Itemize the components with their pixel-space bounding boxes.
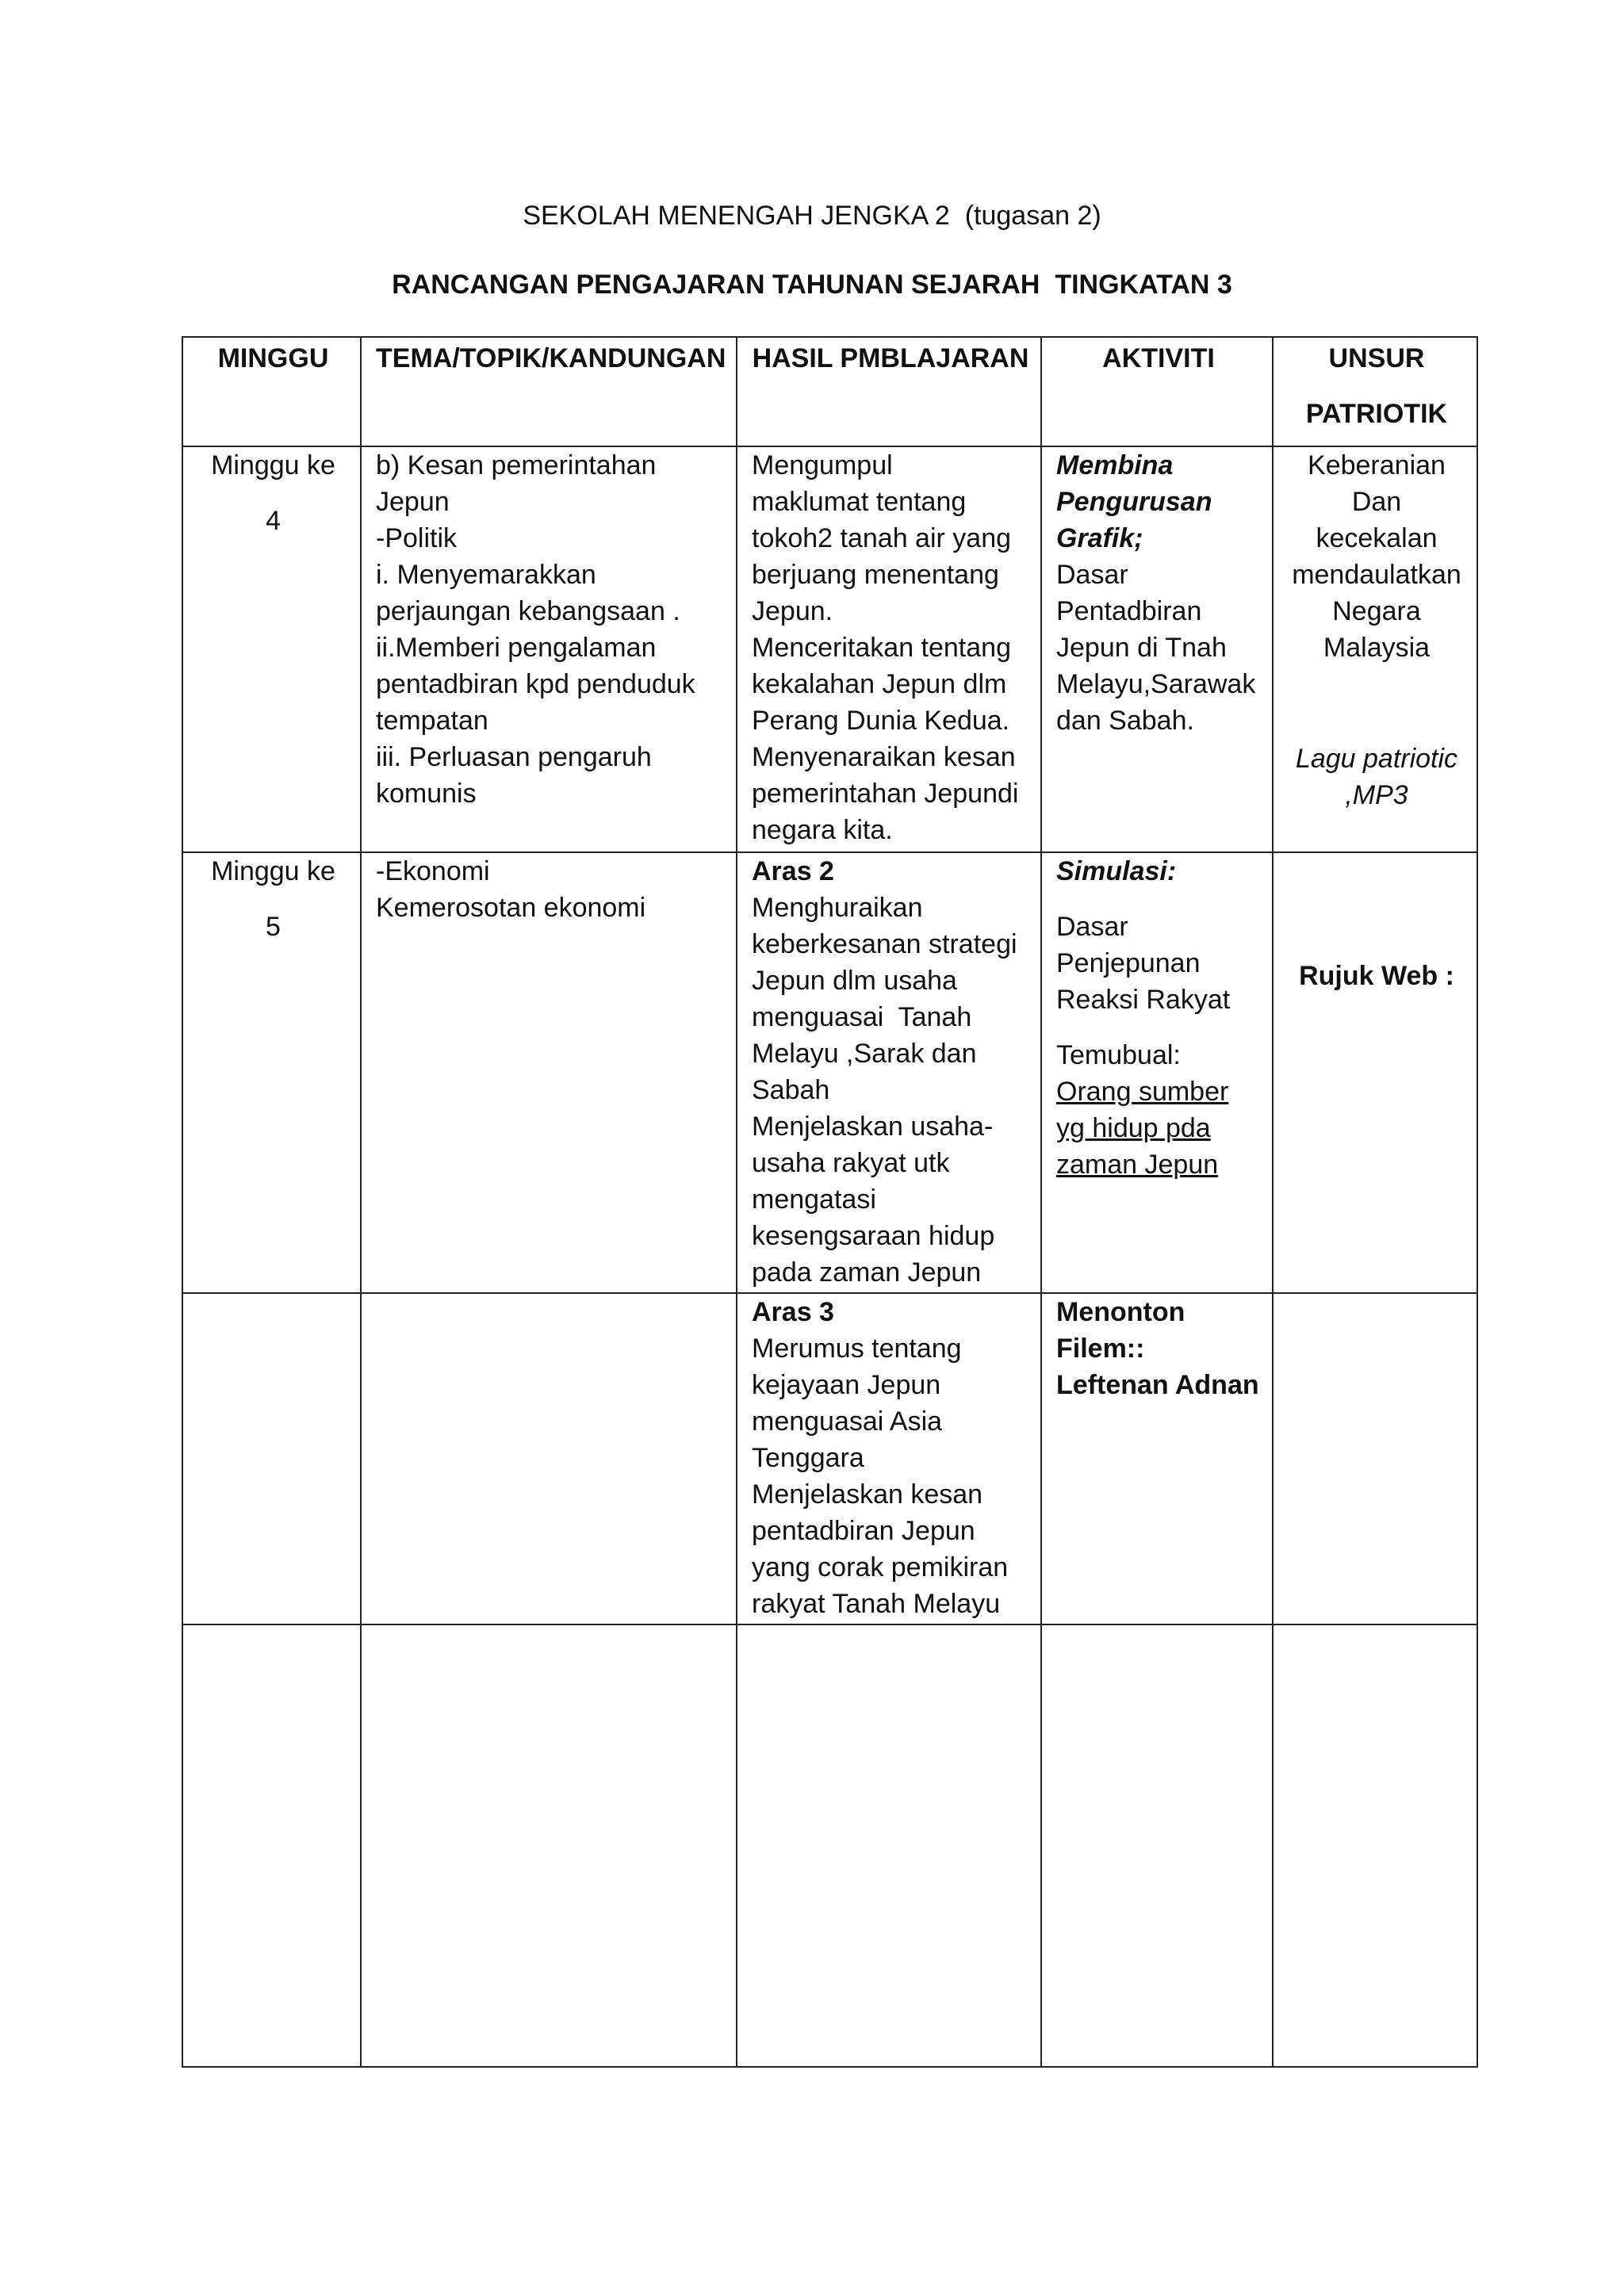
cell-tema <box>361 446 737 852</box>
tema-line: Kemerosotan ekonomi <box>376 893 646 923</box>
hasil-line: Perang Dunia Kedua. <box>752 706 1010 736</box>
tema-line: i. Menyemarakkan <box>376 560 596 590</box>
hasil-line: berjuang menentang <box>752 560 999 590</box>
hasil-line: Mengumpul <box>752 450 893 480</box>
aktiviti-line: Melayu,Sarawak <box>1056 669 1256 699</box>
hasil-line: usaha rakyat utk <box>752 1148 950 1178</box>
week-label: Minggu ke <box>211 450 335 480</box>
aktiviti-line: dan Sabah. <box>1056 706 1194 736</box>
header-minggu: MINGGU <box>182 337 361 446</box>
header-hasil: HASIL PMBLAJARAN <box>737 337 1041 446</box>
hasil-line: Melayu ,Sarak dan <box>752 1039 977 1069</box>
hasil-line: Menceritakan tentang <box>752 633 1011 663</box>
aktiviti-link[interactable]: zaman Jepun <box>1056 1150 1219 1180</box>
aktiviti-line: Leftenan Adnan <box>1056 1370 1259 1400</box>
aktiviti-heading: Simulasi: <box>1056 856 1177 886</box>
cell-minggu <box>182 1624 361 2067</box>
unsur-line: mendaulatkan <box>1292 560 1461 590</box>
week-number: 4 <box>266 506 281 536</box>
hasil-line: kesengsaraan hidup <box>752 1221 995 1251</box>
cell-hasil <box>737 852 1041 1293</box>
aktiviti-line: Menonton <box>1056 1297 1185 1327</box>
tema-line: komunis <box>376 779 477 809</box>
table-row-empty <box>182 1624 1477 2067</box>
aktiviti-line: Dasar <box>1056 560 1128 590</box>
hasil-line: mengatasi <box>752 1184 876 1215</box>
hasil-line: Menjelaskan kesan <box>752 1479 983 1510</box>
hasil-line: Sabah <box>752 1075 830 1105</box>
table-row-minggu-4 <box>182 446 1477 852</box>
aktiviti-link[interactable]: yg hidup pda <box>1056 1113 1211 1143</box>
hasil-line: Merumus tentang <box>752 1334 962 1364</box>
unsur-note: ,MP3 <box>1345 780 1408 810</box>
header-aktiviti: AKTIVITI <box>1041 337 1273 446</box>
hasil-line: pentadbiran Jepun <box>752 1516 975 1546</box>
cell-hasil <box>737 446 1041 852</box>
cell-unsur <box>1273 852 1477 1293</box>
unsur-line: Keberanian <box>1308 450 1446 480</box>
tema-line: tempatan <box>376 706 488 736</box>
school-line: SEKOLAH MENENGAH JENGKA 2 (tugasan 2) <box>523 201 1101 231</box>
header-unsur-line-1: UNSUR <box>1328 343 1425 373</box>
header-unsur-line-2: PATRIOTIK <box>1305 399 1448 429</box>
aktiviti-heading: Grafik; <box>1056 523 1143 553</box>
aktiviti-line: Filem:: <box>1056 1334 1145 1364</box>
cell-tema <box>361 1624 737 2067</box>
aktiviti-heading: Pengurusan <box>1056 487 1212 517</box>
cell-minggu <box>182 1293 361 1624</box>
cell-tema <box>361 1293 737 1624</box>
hasil-heading: Aras 3 <box>752 1297 834 1327</box>
header-unsur <box>1273 337 1477 446</box>
hasil-line: pada zaman Jepun <box>752 1257 982 1288</box>
aktiviti-heading: Membina <box>1056 450 1174 480</box>
header-row <box>182 337 1477 446</box>
header-tema: TEMA/TOPIK/KANDUNGAN <box>361 337 737 446</box>
document-title: RANCANGAN PENGAJARAN TAHUNAN SEJARAH TINGKATAN 3 <box>392 270 1232 300</box>
week-number: 5 <box>266 912 281 942</box>
cell-aktiviti <box>1041 446 1273 852</box>
table-row-minggu-5 <box>182 852 1477 1293</box>
aktiviti-temubual: Temubual: <box>1056 1040 1181 1070</box>
tema-line: -Ekonomi <box>376 856 490 886</box>
hasil-line: Jepun dlm usaha <box>752 966 957 996</box>
hasil-line: rakyat Tanah Melayu <box>752 1589 1001 1619</box>
cell-unsur <box>1273 1293 1477 1624</box>
hasil-line: Menyenaraikan kesan <box>752 742 1016 772</box>
hasil-line: yang corak pemikiran <box>752 1552 1009 1582</box>
hasil-line: Tenggara <box>752 1443 864 1473</box>
hasil-line: keberkesanan strategi <box>752 929 1017 959</box>
unsur-note: Lagu patriotic <box>1295 744 1458 774</box>
lesson-plan-table <box>182 336 1478 2068</box>
cell-minggu <box>182 852 361 1293</box>
hasil-line: maklumat tentang <box>752 487 967 517</box>
tema-line: ii.Memberi pengalaman <box>376 633 657 663</box>
aktiviti-line: Dasar <box>1056 912 1128 942</box>
aktiviti-line: Reaksi Rakyat <box>1056 985 1231 1015</box>
aktiviti-link[interactable]: Orang sumber <box>1056 1077 1229 1107</box>
tema-line: Jepun <box>376 487 450 517</box>
tema-line: iii. Perluasan pengaruh <box>376 742 652 772</box>
cell-hasil <box>737 1293 1041 1624</box>
hasil-line: menguasai Asia <box>752 1406 943 1437</box>
unsur-line: kecekalan <box>1316 523 1438 553</box>
hasil-line: negara kita. <box>752 815 893 845</box>
cell-aktiviti <box>1041 852 1273 1293</box>
hasil-line: menguasai Tanah <box>752 1002 972 1032</box>
cell-unsur <box>1273 446 1477 852</box>
cell-minggu <box>182 446 361 852</box>
tema-line: pentadbiran kpd penduduk <box>376 669 695 699</box>
tema-line: perjaungan kebangsaan . <box>376 596 680 626</box>
hasil-line: pemerintahan Jepundi <box>752 779 1019 809</box>
cell-aktiviti <box>1041 1293 1273 1624</box>
unsur-line: Dan <box>1351 487 1402 517</box>
cell-tema <box>361 852 737 1293</box>
cell-hasil <box>737 1624 1041 2067</box>
hasil-line: Jepun. <box>752 596 833 626</box>
cell-aktiviti <box>1041 1624 1273 2067</box>
tema-line: -Politik <box>376 523 458 553</box>
aktiviti-line: Penjepunan <box>1056 948 1201 978</box>
hasil-line: kekalahan Jepun dlm <box>752 669 1007 699</box>
rujuk-web-label: Rujuk Web : <box>1299 961 1454 991</box>
aktiviti-line: Jepun di Tnah <box>1056 633 1227 663</box>
week-label: Minggu ke <box>211 856 335 886</box>
unsur-line: Negara <box>1332 596 1421 626</box>
tema-line: b) Kesan pemerintahan <box>376 450 657 480</box>
table-row-aras-3 <box>182 1293 1477 1624</box>
aktiviti-line: Pentadbiran <box>1056 596 1202 626</box>
unsur-line: Malaysia <box>1323 633 1431 663</box>
hasil-heading: Aras 2 <box>752 856 834 886</box>
hasil-line: Menjelaskan usaha- <box>752 1112 994 1142</box>
hasil-line: Menghuraikan <box>752 893 923 923</box>
hasil-line: kejayaan Jepun <box>752 1370 941 1400</box>
hasil-line: tokoh2 tanah air yang <box>752 523 1012 553</box>
cell-unsur <box>1273 1624 1477 2067</box>
